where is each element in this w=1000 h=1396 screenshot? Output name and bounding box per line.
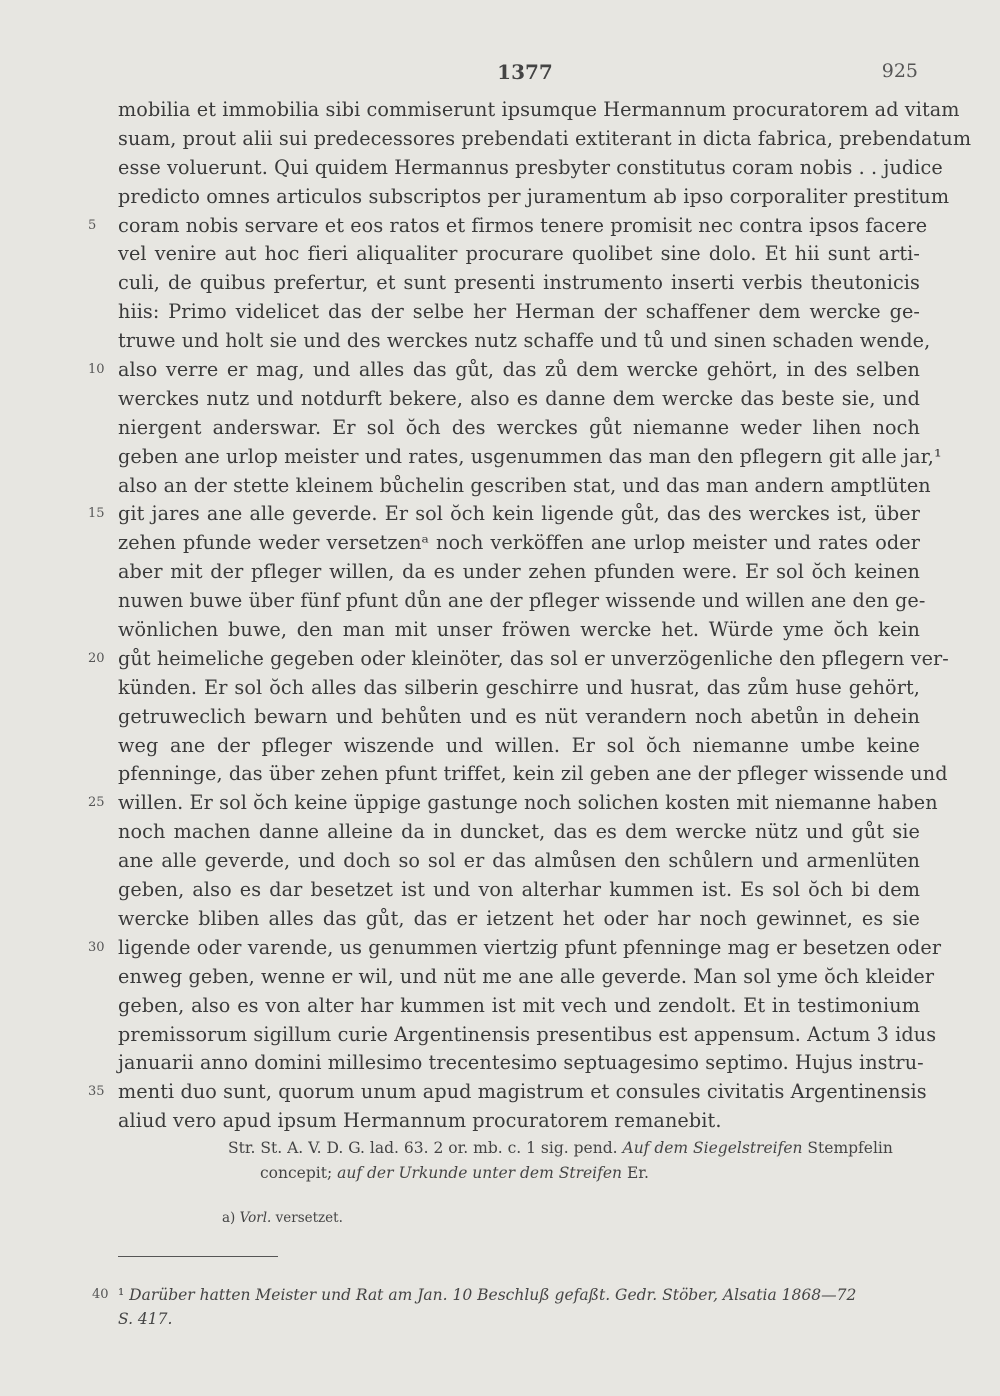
text-line xyxy=(118,443,942,472)
line-text: wercke bliben alles das gůt, das er ietzent het oder har noch gewinnet, es sie xyxy=(118,906,920,930)
line-text: esse voluerunt. Qui quidem Hermannus presbyter constitutus coram nobis . . judice xyxy=(118,155,943,179)
footnote-rule xyxy=(118,1256,278,1257)
source-remark-2: auf der Urkunde unter dem Streifen xyxy=(337,1164,622,1182)
text-line xyxy=(118,963,935,992)
apparatus-reading: versetzet. xyxy=(275,1210,343,1226)
line-number: 15 xyxy=(88,506,105,522)
text-line xyxy=(118,1021,937,1050)
line-text: culi, de quibus prefertur, et sunt presenti instrumento inserti verbis theutonicis xyxy=(118,271,920,295)
text-line xyxy=(118,905,920,934)
text-line xyxy=(88,212,928,241)
line-text: getruweclich bewarn und behůten und es nüt verandern noch abetůn in dehein xyxy=(118,704,920,728)
text-line xyxy=(118,183,950,212)
footnote-text: Darüber hatten Meister und Rat am Jan. 10 Beschluß gefaßt. Gedr. Stöber, Alsatia 1868—72 xyxy=(129,1286,857,1304)
text-line xyxy=(118,269,920,298)
line-text: zehen pfunde weder versetzenᵃ noch verköffen ane urlop meister und rates oder xyxy=(118,531,920,555)
text-line xyxy=(118,1049,924,1078)
text-line xyxy=(118,847,920,876)
source-note xyxy=(228,1136,922,1186)
source-remark: Auf dem Siegelstreifen xyxy=(622,1139,803,1157)
line-text: premissorum sigillum curie Argentinensis presentibus est appensum. Actum 3 idus xyxy=(118,1022,937,1046)
text-line xyxy=(118,703,920,732)
line-text: truwe und holt sie und des werckes nutz schaffe und tů und sinen schaden wende, xyxy=(118,329,931,353)
text-line xyxy=(118,472,931,501)
line-text: vel venire aut hoc fieri aliqualiter procurare quolibet sine dolo. Et hii sunt arti- xyxy=(118,242,920,266)
line-text: aliud vero apud ipsum Hermannum procuratorem remanebit. xyxy=(118,1109,722,1133)
text-line xyxy=(118,96,960,125)
line-text: geben, also es von alter har kummen ist mit vech und zendolt. Et in testimonium xyxy=(118,993,920,1017)
apparatus-label: a) xyxy=(222,1210,236,1226)
text-line xyxy=(118,616,920,645)
text-line xyxy=(118,732,920,761)
line-text: noch machen danne alleine da in duncket, das es dem wercke nütz und gůt sie xyxy=(118,820,920,844)
line-text: git jares ane alle geverde. Er sol ŏch kein ligende gůt, das des werckes ist, über xyxy=(118,502,920,526)
text-line xyxy=(88,356,920,385)
text-line xyxy=(118,529,920,558)
text-line xyxy=(118,992,920,1021)
line-text: predicto omnes articulos subscriptos per juramentum ab ipso corporaliter prestitum xyxy=(118,184,950,208)
source-er: Er. xyxy=(626,1164,649,1182)
line-number: 20 xyxy=(88,650,105,666)
line-text: nuwen buwe über fünf pfunt důn ane der pfleger wissende und willen ane den ge- xyxy=(118,589,926,613)
text-line xyxy=(118,125,972,154)
line-number: 10 xyxy=(88,362,105,378)
source-signature: Str. St. A. V. D. G. lad. 63. 2 or. mb. c. 1 sig. pend. xyxy=(228,1139,618,1157)
apparatus-source: Vorl. xyxy=(239,1210,272,1226)
line-text: künden. Er sol ŏch alles das silberin geschirre und husrat, das zům huse gehört, xyxy=(118,675,920,699)
text-line xyxy=(118,154,943,183)
line-text: werckes nutz und notdurft bekere, also es danne dem wercke das beste sie, und xyxy=(118,386,920,410)
text-line xyxy=(88,1078,927,1107)
text-line xyxy=(118,327,931,356)
line-text: enweg geben, wenne er wil, und nüt me ane alle geverde. Man sol yme ŏch kleider xyxy=(118,964,935,988)
page-year: 1377 xyxy=(497,60,553,84)
page-header xyxy=(0,60,1000,86)
apparatus-note xyxy=(222,1210,343,1226)
text-line xyxy=(118,385,920,414)
line-number: 40 xyxy=(92,1287,109,1302)
source-scribe: Stempfelin xyxy=(807,1139,893,1157)
footnote xyxy=(92,1283,920,1331)
footnote-marker: ¹ xyxy=(118,1286,125,1304)
document-body xyxy=(88,96,972,1136)
text-line xyxy=(88,934,942,963)
line-text: willen. Er sol ŏch keine üppige gastunge noch solichen kosten mit niemanne haben xyxy=(118,791,938,815)
line-text: also verre er mag, und alles das gůt, das zů dem wercke gehört, in des selben xyxy=(118,358,920,382)
text-line xyxy=(118,1107,920,1136)
text-line xyxy=(118,876,920,905)
line-text: niergent anderswar. Er sol ŏch des werckes gůt niemanne weder lihen noch xyxy=(118,415,920,439)
source-concepit: concepit; xyxy=(260,1164,333,1182)
line-text: aber mit der pfleger willen, da es under zehen pfunden were. Er sol ŏch keinen xyxy=(118,560,920,584)
line-text: ane alle geverde, und doch so sol er das almůsen den schůlern und armenlüten xyxy=(118,849,920,873)
text-line xyxy=(88,645,949,674)
line-text: menti duo sunt, quorum unum apud magistrum et consules civitatis Argentinensis xyxy=(118,1080,927,1104)
line-number: 35 xyxy=(88,1084,105,1100)
page-number: 925 xyxy=(881,60,918,82)
text-line xyxy=(118,240,920,269)
footnote-text-continued: S. 417. xyxy=(118,1310,173,1328)
line-text: mobilia et immobilia sibi commiserunt ipsumque Hermannum procuratorem ad vitam xyxy=(118,98,960,121)
line-number: 30 xyxy=(88,939,105,955)
line-text: geben, also es dar besetzet ist und von alterhar kummen ist. Es sol ŏch bi dem xyxy=(118,878,920,902)
text-line xyxy=(88,789,938,818)
line-text: weg ane der pfleger wiszende und willen. Er sol ŏch niemanne umbe keine xyxy=(118,733,920,757)
line-text: wönlichen buwe, den man mit unser fröwen wercke het. Würde yme ŏch kein xyxy=(118,618,920,642)
line-text: geben ane urlop meister und rates, usgenummen das man den pflegern git alle jar,¹ xyxy=(118,444,942,468)
line-number: 25 xyxy=(88,795,105,811)
text-line xyxy=(118,760,948,789)
line-text: hiis: Primo videlicet das der selbe her Herman der schaffener dem wercke ge- xyxy=(118,300,920,324)
text-line xyxy=(118,414,920,443)
line-text: suam, prout alii sui predecessores prebendati extiterant in dicta fabrica, prebendatum xyxy=(118,126,972,150)
line-text: also an der stette kleinem bůchelin gescriben stat, und das man andern amptlüten xyxy=(118,473,931,497)
text-line xyxy=(88,500,920,529)
text-line xyxy=(118,674,920,703)
line-number: 5 xyxy=(88,217,97,233)
line-text: januarii anno domini millesimo trecentesimo septuagesimo septimo. Hujus instru- xyxy=(118,1051,924,1075)
line-text: ligende oder varende, us genummen viertzig pfunt pfenninge mag er besetzen oder xyxy=(118,935,942,959)
line-text: pfenninge, das über zehen pfunt triffet, kein zil geben ane der pfleger wissende und xyxy=(118,762,948,786)
text-line xyxy=(118,558,920,587)
text-line xyxy=(118,818,920,847)
line-text: gůt heimeliche gegeben oder kleinöter, das sol er unverzögenliche den pflegern ver- xyxy=(118,646,949,670)
text-line xyxy=(118,298,920,327)
line-text: coram nobis servare et eos ratos et firmos tenere promisit nec contra ipsos facere xyxy=(118,213,928,237)
text-line xyxy=(118,587,926,616)
